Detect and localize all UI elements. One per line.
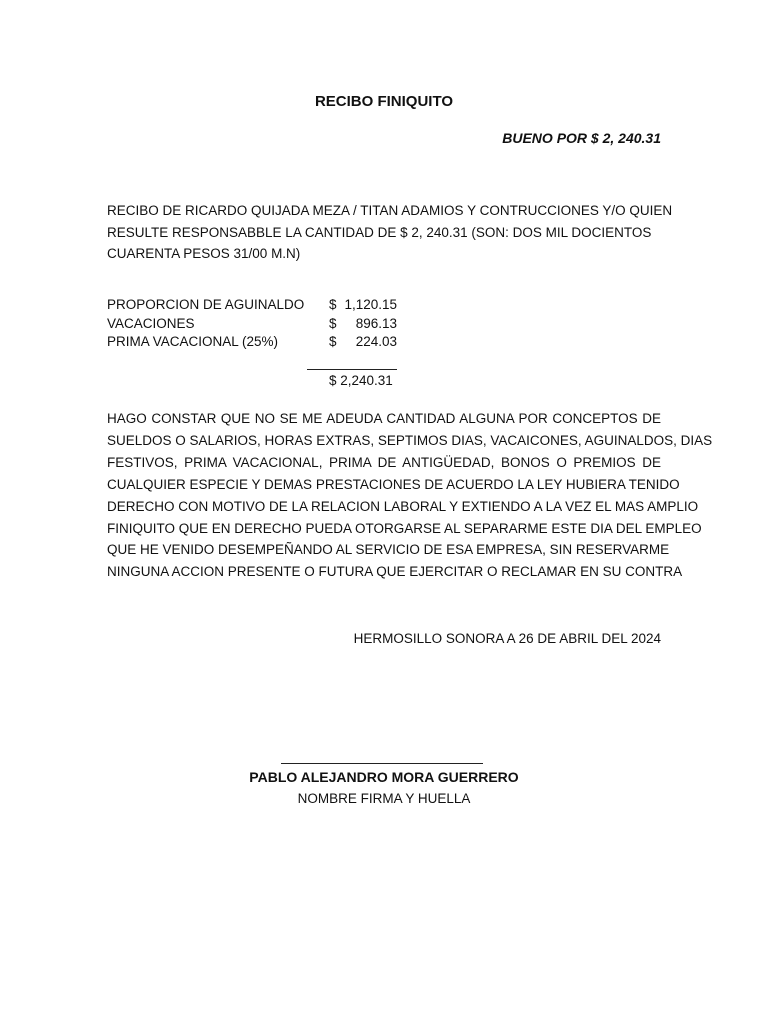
document-title: RECIBO FINIQUITO [314, 93, 454, 110]
concept-row [107, 316, 407, 335]
concept-row [107, 297, 407, 316]
concept-amount: 1,120.15 [344, 297, 397, 312]
concept-list [107, 297, 407, 353]
concept-amount: 896.13 [355, 315, 397, 331]
place-and-date: HERMOSILLO SONORA A 26 DE ABRIL DEL 2024 [353, 631, 661, 646]
declaration-line: DERECHO CON MOTIVO DE LA RELACION LABORAL Y EXTIENDO A LA VEZ EL MAS AMPLIO [107, 498, 699, 514]
intro-line: RESULTE RESPONSABBLE LA CANTIDAD DE $ 2, 240.31 (SON: DOS MIL DOCIENTOS [107, 224, 652, 240]
signatory-name: PABLO ALEJANDRO MORA GUERRERO [249, 769, 519, 785]
declaration-line: QUE HE VENIDO DESEMPEÑANDO AL SERVICIO DE ESA EMPRESA, SIN RESERVARME [107, 542, 670, 558]
concept-currency: $ [329, 334, 337, 350]
declaration-paragraph [107, 408, 713, 583]
intro-paragraph [107, 200, 673, 265]
sum-divider [307, 369, 397, 370]
declaration-line: HAGO CONSTAR QUE NO SE ME ADEUDA CANTIDAD ALGUNA POR CONCEPTOS DE [107, 411, 661, 426]
intro-line: RECIBO DE RICARDO QUIJADA MEZA / TITAN ADAMIOS Y CONTRUCCIONES Y/O QUIEN [107, 203, 673, 218]
concept-currency: $ [329, 315, 337, 331]
declaration-line: FINIQUITO QUE EN DERECHO PUEDA OTORGARSE AL SEPARARME ESTE DIA DEL EMPLEO [107, 520, 702, 536]
signature-caption: NOMBRE FIRMA Y HUELLA [297, 791, 471, 806]
concept-currency: $ [329, 297, 337, 312]
concept-amount: 224.03 [355, 334, 397, 350]
signature-line [281, 763, 483, 764]
concept-label: PROPORCION DE AGUINALDO [107, 297, 305, 312]
declaration-line: CUALQUIER ESPECIE Y DEMAS PRESTACIONES DE ACUERDO LA LEY HUBIERA TENIDO [107, 476, 680, 492]
declaration-line: FESTIVOS, PRIMA VACACIONAL, PRIMA DE ANTIGÜEDAD, BONOS O PREMIOS DE [107, 454, 661, 470]
concept-label: VACACIONES [107, 315, 195, 331]
concept-label: PRIMA VACACIONAL (25%) [107, 334, 279, 350]
declaration-line: SUELDOS O SALARIOS, HORAS EXTRAS, SEPTIMOS DIAS, VACAICONES, AGUINALDOS, DIAS [107, 432, 713, 448]
declaration-line: NINGUNA ACCION PRESENTE O FUTURA QUE EJERCITAR O RECLAMAR EN SU CONTRA [107, 564, 683, 580]
bueno-por-amount: BUENO POR $ 2, 240.31 [502, 130, 661, 146]
intro-line: CUARENTA PESOS 31/00 M.N) [107, 246, 301, 261]
concept-row [107, 334, 407, 353]
total-amount: $ 2,240.31 [329, 373, 393, 388]
